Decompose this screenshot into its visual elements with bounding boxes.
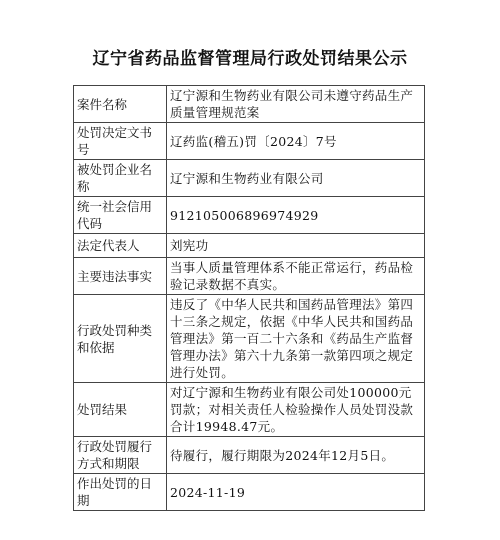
table-row — [74, 234, 425, 258]
row-value: 2024-11-19 — [167, 474, 425, 511]
row-label: 统一社会信用代码 — [74, 197, 167, 234]
table-row — [74, 383, 425, 437]
row-value: 刘宪功 — [167, 234, 425, 258]
row-value: 辽宁源和生物药业有限公司 — [167, 160, 425, 197]
table-row — [74, 437, 425, 474]
row-label: 案件名称 — [74, 86, 167, 123]
row-value: 违反了《中华人民共和国药品管理法》第四十三条之规定，依据《中华人民共和国药品管理法》第一百二十六条和《药品生产监督管理办法》第六十九条第一款第四项之规定进行处罚。 — [167, 295, 425, 383]
table-row — [74, 295, 425, 383]
row-value: 当事人质量管理体系不能正常运行，药品检验记录数据不真实。 — [167, 258, 425, 295]
penalty-record-table — [73, 85, 425, 511]
table-row — [74, 86, 425, 123]
table-row — [74, 474, 425, 511]
row-label: 作出处罚的日期 — [74, 474, 167, 511]
row-label: 主要违法事实 — [74, 258, 167, 295]
table-row — [74, 160, 425, 197]
row-label: 被处罚企业名称 — [74, 160, 167, 197]
table-row — [74, 197, 425, 234]
row-label: 法定代表人 — [74, 234, 167, 258]
row-value: 对辽宁源和生物药业有限公司处100000元罚款；对相关责任人检验操作人员处罚没款合计19948.47元。 — [167, 383, 425, 437]
row-value: 辽宁源和生物药业有限公司未遵守药品生产质量管理规范案 — [167, 86, 425, 123]
row-label: 处罚决定文书号 — [74, 123, 167, 160]
row-label: 处罚结果 — [74, 383, 167, 437]
page-title: 辽宁省药品监督管理局行政处罚结果公示 — [92, 49, 408, 69]
row-value: 912105006896974929 — [167, 197, 425, 234]
table-row — [74, 123, 425, 160]
row-label: 行政处罚种类和依据 — [74, 295, 167, 383]
row-value: 待履行，履行期限为2024年12月5日。 — [167, 437, 425, 474]
row-value: 辽药监(稽五)罚〔2024〕7号 — [167, 123, 425, 160]
row-label: 行政处罚履行方式和期限 — [74, 437, 167, 474]
table-row — [74, 258, 425, 295]
